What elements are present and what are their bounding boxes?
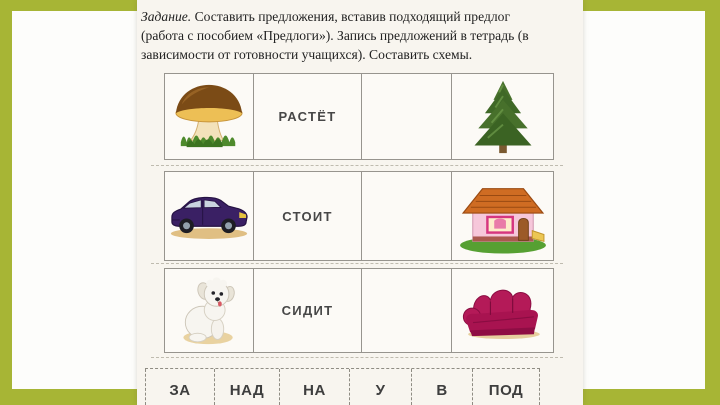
task-line-2: (работа с пособием «Предлоги»). Запись предложений в тетрадь (в	[141, 28, 529, 44]
frame-right-bar	[705, 0, 720, 405]
table-row	[164, 171, 554, 261]
task-label: Задание.	[141, 9, 192, 24]
mushroom-drawing	[170, 82, 248, 152]
preposition-tile-nad: НАД	[215, 369, 280, 405]
scan-cut-line	[151, 165, 563, 166]
scan-cut-line	[151, 263, 563, 264]
frame-left-bar	[0, 0, 12, 405]
car-drawing	[168, 191, 250, 241]
mushroom-icon	[165, 74, 254, 159]
verb-cell-grows: РАСТЁТ	[254, 74, 362, 159]
task-line-1	[141, 7, 579, 26]
puppy-icon	[165, 269, 254, 352]
fir-tree-icon	[452, 74, 553, 159]
table-row	[164, 73, 554, 160]
verb-cell-stands: СТОИТ	[254, 172, 362, 260]
worksheet-scan	[137, 0, 583, 405]
house-drawing	[457, 177, 549, 255]
sofa-drawing	[459, 282, 547, 340]
task-line-3: зависимости от готовности учащихся). Составить схемы.	[141, 47, 473, 63]
puppy-drawing	[178, 275, 240, 347]
blank-preposition-cell	[362, 74, 452, 159]
blank-preposition-cell	[362, 172, 452, 260]
task-text	[141, 7, 579, 65]
house-icon	[452, 172, 553, 260]
fir-tree-drawing	[472, 79, 534, 155]
preposition-tile-pod: ПОД	[473, 369, 540, 405]
preposition-tile-v: В	[412, 369, 473, 405]
scan-cut-line	[151, 357, 563, 358]
preposition-strip	[145, 368, 540, 405]
car-icon	[165, 172, 254, 260]
preposition-tile-za: ЗА	[145, 369, 215, 405]
table-row	[164, 268, 554, 353]
preposition-tile-na: НА	[280, 369, 350, 405]
preposition-tile-u: У	[350, 369, 412, 405]
sofa-icon	[452, 269, 553, 352]
task-line-1-rest: Составить предложения, вставив подходящий предлог	[194, 9, 511, 24]
blank-preposition-cell	[362, 269, 452, 352]
verb-cell-sits: СИДИТ	[254, 269, 362, 352]
